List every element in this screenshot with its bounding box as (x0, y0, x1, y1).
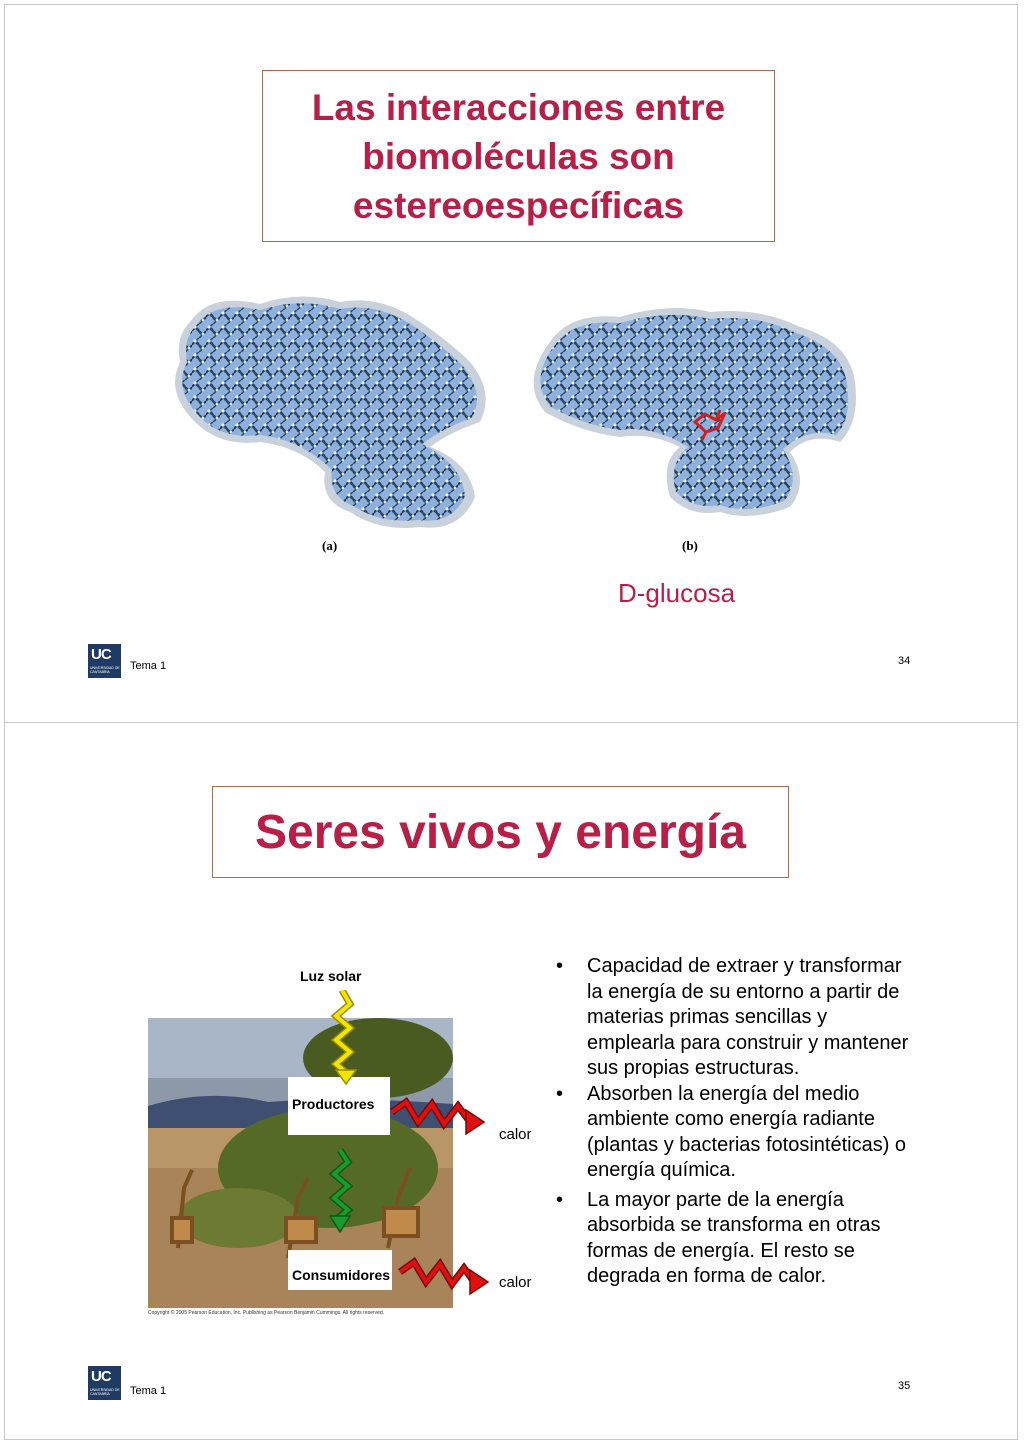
page-number: 34 (898, 655, 911, 667)
copyright-text: Copyright © 2005 Pearson Education, Inc. Publishing as Pearson Benjamin Cummings. All rights reserved. (148, 1310, 385, 1316)
bullet-item (556, 1082, 916, 1184)
heat-arrow-icon-1 (392, 1102, 484, 1134)
sun-arrow-icon (336, 990, 356, 1084)
heat-arrow-icon-2 (400, 1262, 488, 1294)
bullet-marker: • (556, 955, 564, 977)
uc-logo: UC UNIVERSIDAD DE CANTABRIA (88, 644, 121, 678)
protein-a (175, 296, 486, 528)
slide-1-title: Las interacciones entre biomoléculas son estereoespecíficas (262, 70, 775, 242)
producers-label: Productores (292, 1096, 375, 1112)
d-glucosa-caption: D-glucosa (618, 578, 736, 608)
bullet-text: Capacidad de extraer y transformar la energía de su entorno a partir de materias primas sencillas y emplearla para construir y mantener sus propias estructuras. (587, 955, 909, 1079)
heat-label-2: calor (499, 1274, 532, 1291)
energy-transfer-arrow-icon (330, 1150, 350, 1232)
bullet-text: La mayor parte de la energía absorbida se transforma en otras formas de energía. El resto se degrada en forma de calor. (587, 1188, 881, 1287)
sun-label: Luz solar (300, 968, 362, 984)
consumers-label: Consumidores (292, 1267, 391, 1283)
footer-label: Tema 1 (130, 1385, 167, 1397)
slide-divider (4, 722, 1018, 723)
protein-b (534, 308, 856, 516)
heat-label-1: calor (499, 1126, 532, 1143)
page-number: 35 (898, 1380, 911, 1392)
footer-label: Tema 1 (130, 660, 167, 672)
panel-b-label: (b) (682, 538, 698, 553)
protein-structures-figure (150, 282, 870, 562)
panel-a-label: (a) (322, 538, 338, 553)
bullet-list (556, 954, 916, 1290)
slide-2-title: Seres vivos y energía (212, 786, 789, 878)
bullet-item (556, 954, 916, 1082)
energy-arrows (320, 990, 500, 1300)
bullet-item (556, 1188, 916, 1290)
bullet-text: Absorben la energía del medio ambiente como energía radiante (plantas y bacterias fotosintéticas) o energía química. (587, 1082, 907, 1181)
bullet-marker: • (556, 1082, 564, 1105)
uc-logo: UC UNIVERSIDAD DE CANTABRIA (88, 1366, 121, 1400)
bullet-marker: • (556, 1188, 564, 1211)
